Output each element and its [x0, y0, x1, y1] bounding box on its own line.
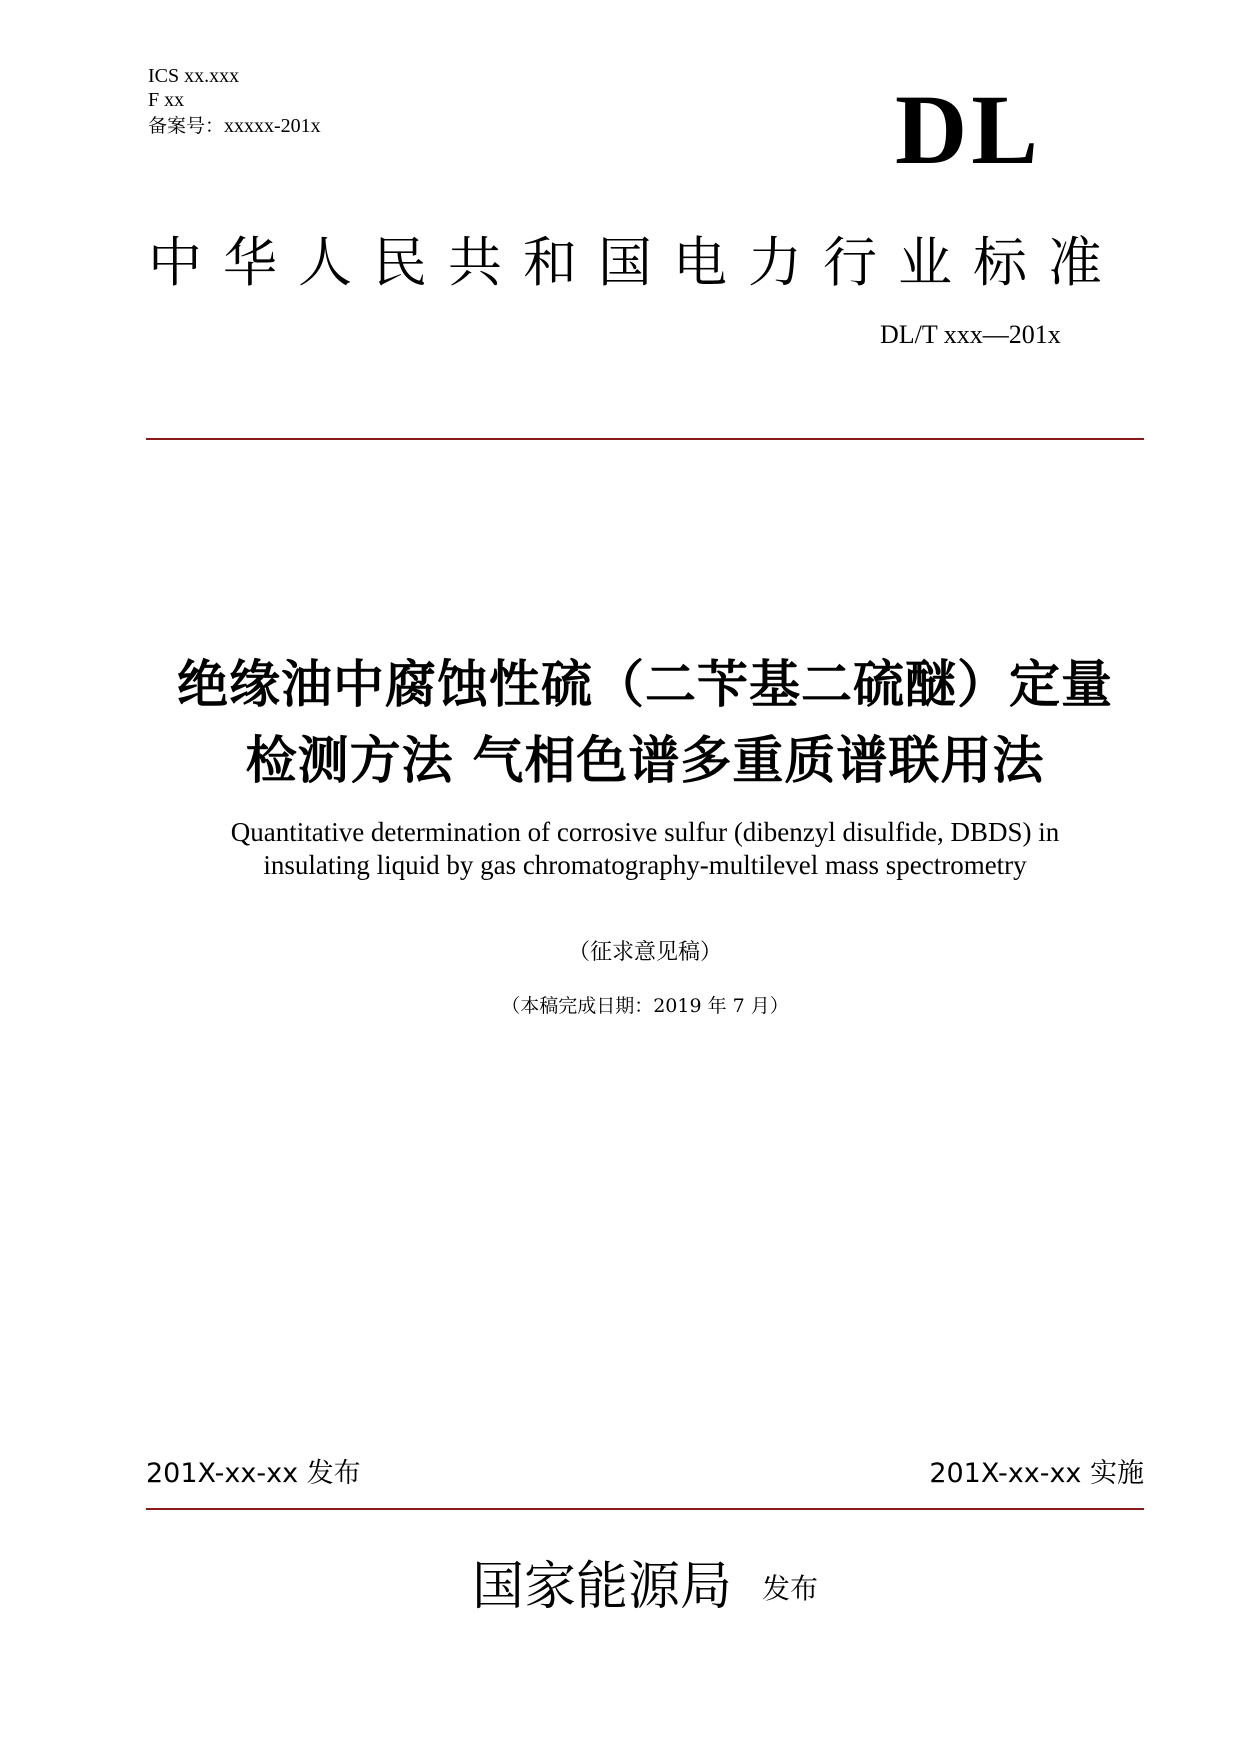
standard-code: DL/T xxx—201x — [880, 320, 1061, 349]
classification-code: F xx — [148, 89, 185, 111]
publisher-suffix: 发布 — [762, 1572, 819, 1605]
bottom-divider — [146, 1508, 1144, 1510]
completion-date: （本稿完成日期：2019 年 7 月） — [501, 995, 789, 1017]
title-en-line-1: Quantitative determination of corrosive sulfur (dibenzyl disulfide, DBDS) in — [230, 817, 1060, 847]
ics-code: ICS xx.xxx — [148, 65, 240, 87]
release-date: 201X-xx-xx 发布 — [146, 1458, 361, 1489]
filing-label: 备案号： — [148, 115, 225, 137]
title-cn-line-2: 检测方法 气相色谱多重质谱联用法 — [245, 732, 1045, 791]
title-en-line-2: insulating liquid by gas chromatography-multilevel mass spectrometry — [263, 850, 1027, 880]
publisher-name: 国家能源局 — [471, 1557, 732, 1617]
filing-number — [148, 114, 321, 138]
document-title-cn — [146, 648, 1144, 800]
effective-date: 201X-xx-xx 实施 — [929, 1458, 1144, 1489]
title-cn-line-1: 绝缘油中腐蚀性硫（二苄基二硫醚）定量 — [176, 656, 1113, 715]
draft-status: （征求意见稿） — [567, 940, 722, 965]
dl-logo: DL — [895, 74, 1042, 185]
standard-title: 中华人民共和国电力行业标准 — [148, 231, 1123, 294]
publisher-block — [146, 1552, 1144, 1622]
filing-value: xxxxx-201x — [224, 115, 321, 137]
document-title-en — [146, 816, 1144, 882]
top-divider — [146, 438, 1144, 440]
